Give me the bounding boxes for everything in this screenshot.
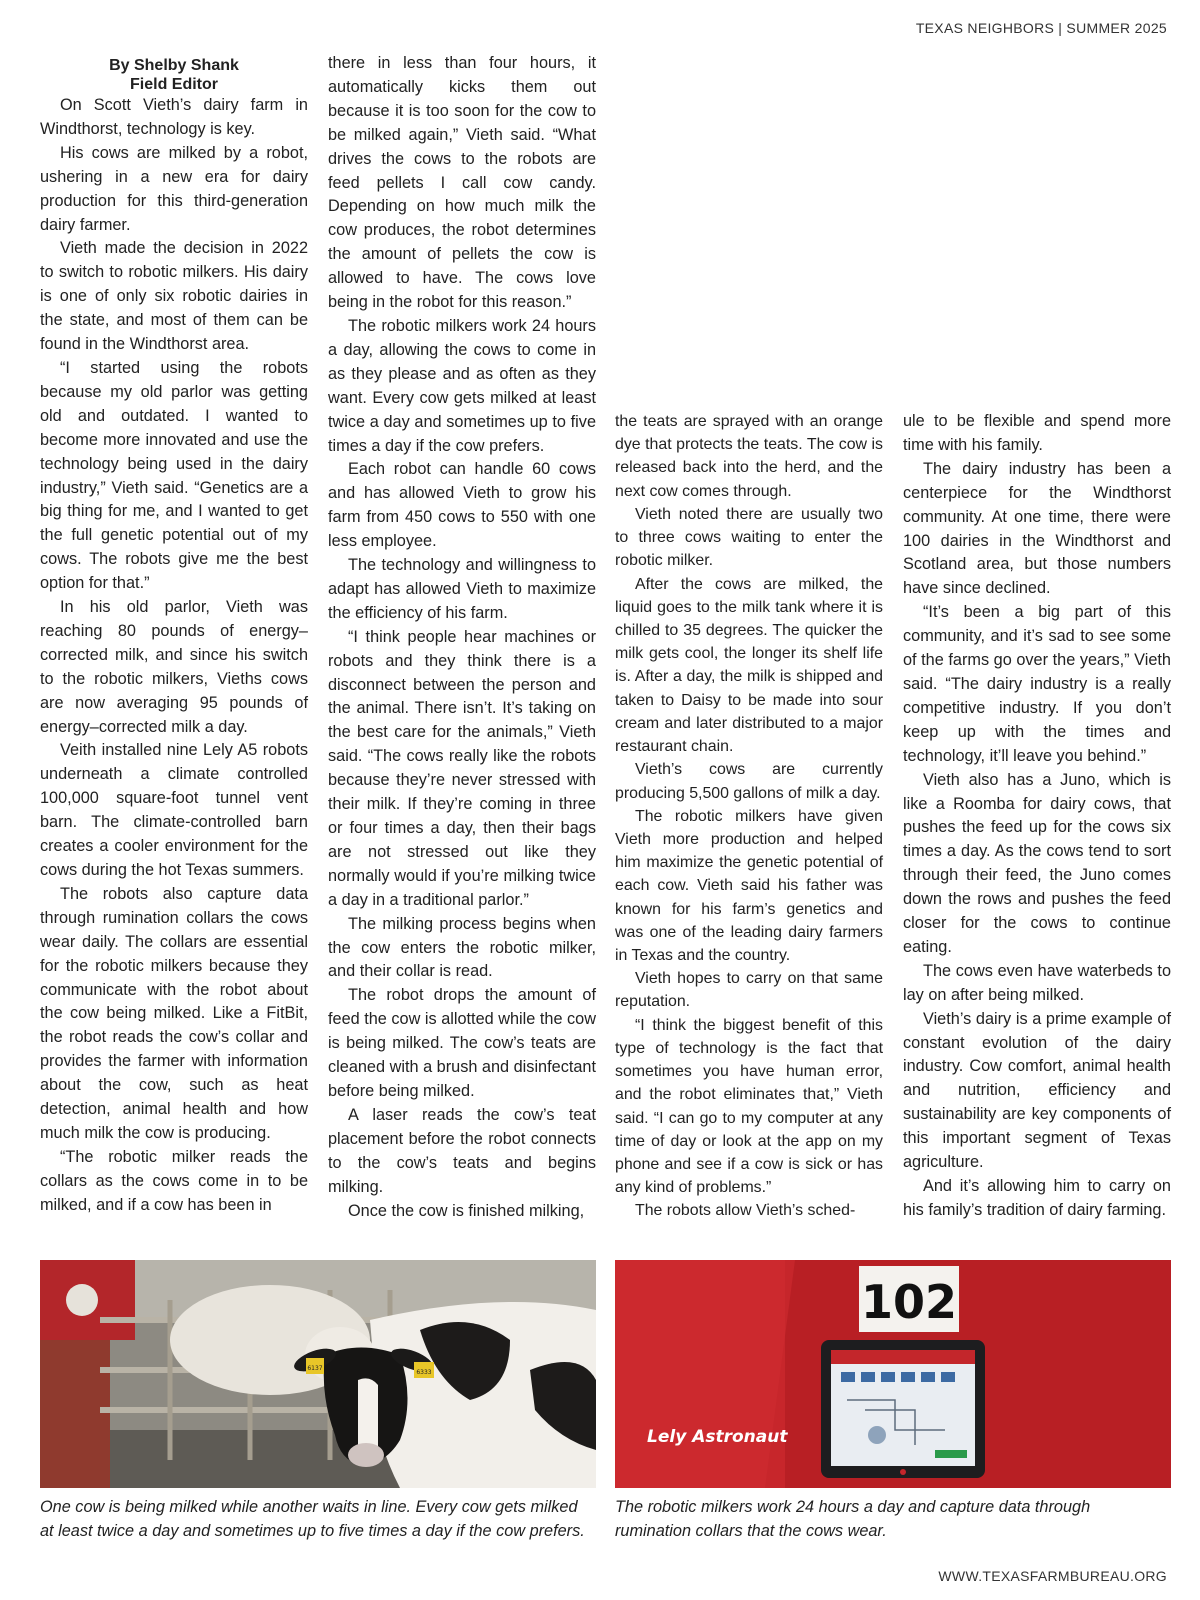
robot-milker-photo bbox=[615, 1260, 1171, 1488]
paragraph: Vieth hopes to carry on that same reputation. bbox=[615, 970, 883, 1011]
paragraph: The robots also capture data through rumination collars the cows wear daily. The collars are essential for the robotic milkers because they communicate with the robot about the cow being milked. Like a FitBit, the robot reads the cow’s collar and provides the farmer with information about the cow, such as heat detection, animal health and how much milk the cow is producing. bbox=[40, 884, 308, 1142]
paragraph: On Scott Vieth’s dairy farm in Windthorst, technology is key. bbox=[40, 96, 308, 138]
paragraph: Vieth’s dairy is a prime example of constant evolution of the dairy industry. Cow comfort, animal health and nutrition, efficiency and sustainability are key components of this important segment of Texas agriculture. bbox=[903, 1009, 1171, 1172]
paragraph: The milking process begins when the cow enters the robotic milker, and their collar is read. bbox=[328, 914, 596, 981]
paragraph: The robotic milkers work 24 hours a day, allowing the cows to come in as they please and as often as they want. Every cow gets milked at least twice a day and sometimes up to five times a day if the cow prefers. bbox=[328, 316, 596, 455]
paragraph: Once the cow is finished milking, bbox=[348, 1201, 585, 1220]
paragraph: After the cows are milked, the liquid goes to the milk tank where it is chilled to 35 degrees. The quicker the milk gets cool, the longer its shelf life is. After a day, the milk is shipped and taken to Daisy to be made into sour cream and later distributed to a major restaurant chain. bbox=[615, 575, 883, 756]
ear-tag-right: 6333 bbox=[416, 1369, 432, 1376]
paragraph: The dairy industry has been a centerpiece for the Windthorst community. At one time, there were 100 dairies in the Windthorst and Scotland area, but those numbers have since declined. bbox=[903, 459, 1171, 598]
byline-author: By Shelby Shank bbox=[109, 57, 239, 74]
paragraph: there in less than four hours, it automatically kicks them out because it is too soon for the cow to be milked again,” Vieth said. “What drives the cows to the robots are feed pellets I call cow candy. Depending on how much milk the cow produces, the robot determines the amount of pellets the cow is allowed to have. The cows love being in the robot for this reason.” bbox=[328, 54, 596, 312]
paragraph: “The robotic milker reads the collars as the cows come in to be milked, and if a cow has been in bbox=[40, 1147, 308, 1214]
article-column-3 bbox=[615, 410, 883, 1223]
paragraph: “I think people hear machines or robots and they think there is a disconnect between the person and the animal. There isn’t. It’s taking on the best care for the animals,” Vieth said. “The cows really like the robots because they’re never stressed with their milk. If they’re coming in three or four times a day, then their bags are not stressed out like they normally would if you’re milking twice a day in a traditional parlor.” bbox=[328, 627, 596, 909]
paragraph: And it’s allowing him to carry on his family’s tradition of dairy farming. bbox=[903, 1177, 1171, 1219]
caption-line: The robotic milkers work 24 hours a day and capture data through bbox=[615, 1498, 1091, 1516]
paragraph: Vieth made the decision in 2022 to switch to robotic milkers. His dairy is one of only six robotic dairies in the state, and most of them can be found in the Windthorst area. bbox=[40, 239, 308, 354]
cows-photo bbox=[40, 1260, 596, 1488]
paragraph: His cows are milked by a robot, ushering in a new era for dairy production for this third-generation dairy farmer. bbox=[40, 143, 308, 234]
unit-number: 102 bbox=[860, 1275, 958, 1329]
publication-header: TEXAS NEIGHBORS | SUMMER 2025 bbox=[915, 20, 1167, 36]
website-footer: WWW.TEXASFARMBUREAU.ORG bbox=[938, 1568, 1167, 1584]
caption-line: rumination collars that the cows wear. bbox=[615, 1521, 887, 1540]
paragraph: “I started using the robots because my old parlor was getting old and outdated. I wanted to become more innovated and use the technology being used in the dairy industry,” Vieth said. “Genetics are a big thing for me, and I wanted to get the full genetic potential out of my cows. The robots give me the best option for that.” bbox=[40, 358, 308, 593]
paragraph: Veith installed nine Lely A5 robots underneath a climate controlled 100,000 square-foot tunnel vent barn. The climate-controlled barn creates a cooler environment for the cows during the hot Texas summers. bbox=[40, 741, 308, 879]
paragraph: Vieth’s cows are currently producing 5,500 gallons of milk a day. bbox=[615, 761, 883, 802]
paragraph: The technology and willingness to adapt has allowed Vieth to maximize the efficiency of his farm. bbox=[328, 556, 596, 622]
ear-tag-left: 6137 bbox=[307, 1365, 323, 1372]
paragraph: The robot drops the amount of feed the cow is allotted while the cow is being milked. The cow’s teats are cleaned with a brush and disinfectant before being milked. bbox=[328, 986, 596, 1100]
paragraph: ule to be flexible and spend more time with his family. bbox=[903, 412, 1171, 454]
paragraph: A laser reads the cow’s teat placement before the robot connects to the cow’s teats and begins milking. bbox=[328, 1105, 596, 1196]
article-column-4 bbox=[903, 410, 1171, 1223]
caption-line: One cow is being milked while another waits in line. Every cow gets milked bbox=[40, 1498, 578, 1516]
article-column-1 bbox=[40, 56, 308, 1218]
paragraph: the teats are sprayed with an orange dye that protects the teats. The cow is released back into the herd, and the next cow comes through. bbox=[615, 413, 883, 500]
article-column-2 bbox=[328, 52, 596, 1223]
caption-left bbox=[40, 1496, 600, 1543]
byline-role: Field Editor bbox=[130, 76, 218, 93]
paragraph: “I think the biggest benefit of this type of technology is the fact that sometimes you have human error, and the robot eliminates that,” Vieth said. “I can go to my computer at any time of day or look at the app on my phone and see if a cow is sick or has any kind of problems.” bbox=[615, 1016, 883, 1197]
paragraph: Each robot can handle 60 cows and has allowed Vieth to grow his farm from 450 cows to 550 with one less employee. bbox=[328, 460, 596, 551]
paragraph: In his old parlor, Vieth was reaching 80 pounds of energy–corrected milk, and since his switch to the robotic milkers, Vieths cows are now averaging 95 pounds of energy–corrected milk a day. bbox=[40, 598, 308, 736]
paragraph: The robots allow Vieth’s sched- bbox=[635, 1202, 856, 1220]
byline bbox=[40, 56, 308, 94]
paragraph: The cows even have waterbeds to lay on after being milked. bbox=[903, 961, 1171, 1004]
paragraph: Vieth noted there are usually two to three cows waiting to enter the robotic milker. bbox=[615, 505, 883, 570]
paragraph: “It’s been a big part of this community, and it’s sad to see some of the farms go over the years,” Vieth said. “The dairy industry is a really competitive industry. If you don’t keep up with the times and technology, it’ll leave you behind.” bbox=[903, 603, 1171, 765]
paragraph: Vieth also has a Juno, which is like a Roomba for dairy cows, that pushes the feed up for the cows six times a day. As the cows tend to sort through their feed, the Juno comes down the rows and pushes the feed closer for the cows to continue eating. bbox=[903, 770, 1171, 956]
brand-label: Lely Astronaut bbox=[647, 1427, 788, 1447]
caption-right bbox=[615, 1496, 1175, 1543]
paragraph: The robotic milkers have given Vieth more production and helped him maximize the genetic potential of each cow. Vieth said his father was known for his farm’s genetics and was one of the leading dairy farmers in Texas and the country. bbox=[615, 807, 883, 965]
caption-line: at least twice a day and sometimes up to five times a day if the cow prefers. bbox=[40, 1521, 585, 1540]
